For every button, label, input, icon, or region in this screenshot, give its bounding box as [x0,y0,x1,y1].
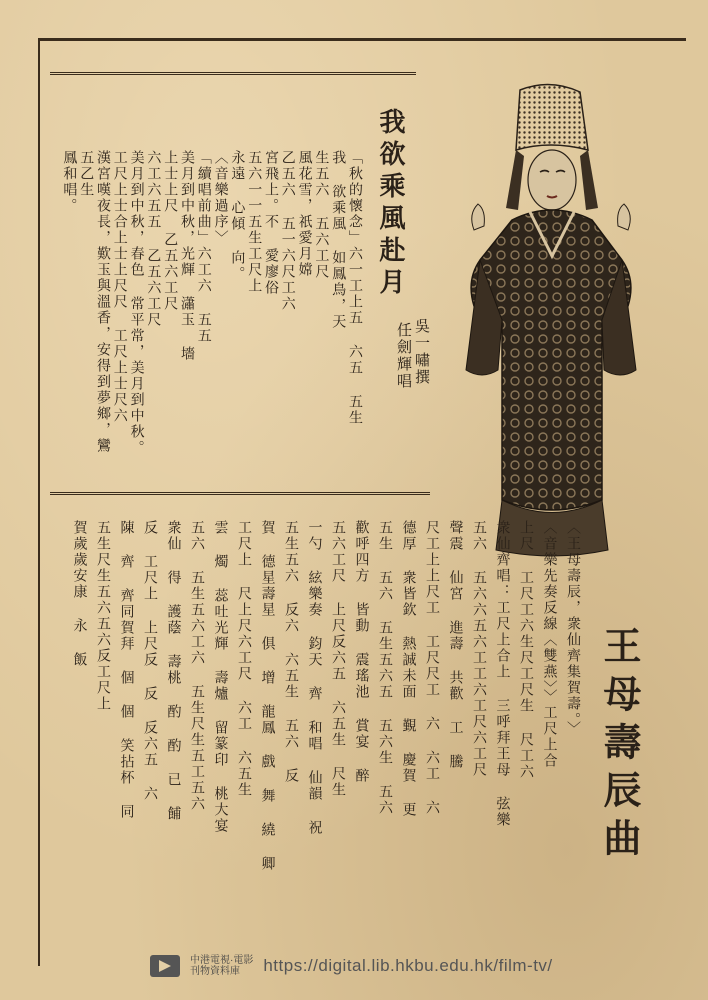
top-rule [50,72,416,78]
top-song-column: 美月到中秋，光輝 瀟玉 墻 [179,150,195,362]
top-song-column: 風花雪，祇愛月嫦 [296,150,313,278]
middle-rule [50,492,430,498]
top-song-column: 我 欲乘風 如鳳鳥，天 [330,150,347,330]
top-song-column: 工尺上士合上士上尺尺 工尺上士尺六 [111,150,128,424]
top-song-column: 鳳和唱。 [61,150,78,214]
bottom-song-column: 〈音樂先奏反線〈雙燕〉〉工尺上合 [541,520,558,769]
bottom-song-column: 五六 五六六五六工工六工尺六工尺 [471,520,487,778]
watermark-url[interactable]: https://digital.lib.hkbu.edu.hk/film-tv/ [263,956,553,975]
top-song-title: 我欲乘風赴月 [375,108,405,300]
top-song-column: 宮飛上。不 愛廖俗 [263,150,279,296]
top-song-column: 五六一一五生工尺上 [246,150,263,294]
bottom-song-column: 反 工尺上 上尺反 反 反六五 六 [142,520,158,802]
top-song-column: 上士上尺 乙五六工尺 [162,150,179,312]
bottom-song-column: 陳 齊 齊同賀拜 個 個 笑拈杯 同 [118,520,135,820]
bottom-song-column: 工尺上 尺上尺六工尺 六工 六五生 [236,520,252,798]
top-song-column: 生五六 五六工尺 [313,150,330,280]
top-song-column: 五乙生 [78,150,95,198]
bottom-song-column: 德厚 衆皆欽 熱誠未面 覲 慶賀 更 [400,520,417,818]
top-song-column: 永遠 心傾 向。 [229,150,246,282]
top-song-column: 美月到中秋，春色 常平常，美月到中秋。 [128,150,145,456]
bottom-song-column: 五生五六 反六 六五生 五六 反 [283,520,299,784]
bottom-song-column: 五六工尺 上尺反六五 六五生 尺生 [330,520,346,798]
bottom-song-column: 賀歲歲安康 永 飯 [71,520,88,668]
top-song-column: 「續唱前曲」六工六 五五 [195,150,212,344]
bottom-song-column: 衆仙 得 護蔭 壽桃 酌 酌 已 餔 [165,520,182,822]
bottom-song-title: 王母壽辰曲 [597,626,642,866]
bottom-song-column: 五生尺生五六五六反工尺上 [95,520,111,712]
bottom-song-column: 聲震 仙宮 進壽 共歡 工 騰 [447,520,464,770]
watermark-org-line1: 中港電視·電影 [190,954,254,966]
top-song-singer: 任劍輝唱 [395,322,413,390]
top-song-column: 漢宮嘆夜長，歎玉與溫香，安得到夢鄉，鸞 [95,150,111,454]
bottom-song-column: 五六 五生五六工六 五生尺生五工五六 [189,520,205,812]
bottom-song-column: 一勺 絃樂奏 鈞天 齊 和唱 仙韻 祝 [306,520,323,836]
top-song-column: 「秋的懷念」六一工上五 六五 五生 [347,150,363,426]
bottom-song-column: 賀 德星壽星 俱 增 龍鳳 戲 舞 繞 卿 [259,520,276,872]
top-song-column: 六工六五五 乙五六工尺 [145,150,162,328]
top-song-lyricist: 吳一嘯撰 [413,318,431,386]
library-watermark [150,950,690,982]
bottom-song-column: 雲 燭 蕊吐光輝 壽爐 留篆印 桃大宴 [212,520,229,834]
bottom-song-column: 上尺 工尺工六生尺工尺生 尺工六 [518,520,534,780]
top-song-column: 〈音樂過序〉 [212,150,229,246]
top-song-column: 乙五六 五一六尺工六 [279,150,296,312]
bottom-song-column: 尺工上上尺工 工尺尺工 六 六工 六 [424,520,440,816]
watermark-org-line2: 刊物資料庫 [190,966,240,977]
opera-performer-portrait-icon [452,80,648,560]
bottom-song-column: 歡呼四方 皆動 震瑤池 賞宴 醉 [353,520,370,784]
bottom-song-column: 衆仙齊唱：工尺上合上 三呼拜王母 弦樂 [494,520,511,828]
film-library-logo-icon [150,955,180,977]
bottom-song-column: 五生 五六 五生五六五 五六生 五六 [377,520,393,816]
watermark-org [190,955,253,978]
bottom-song-column: 〈王母壽辰，衆仙齊集賀壽。〉 [565,520,581,737]
